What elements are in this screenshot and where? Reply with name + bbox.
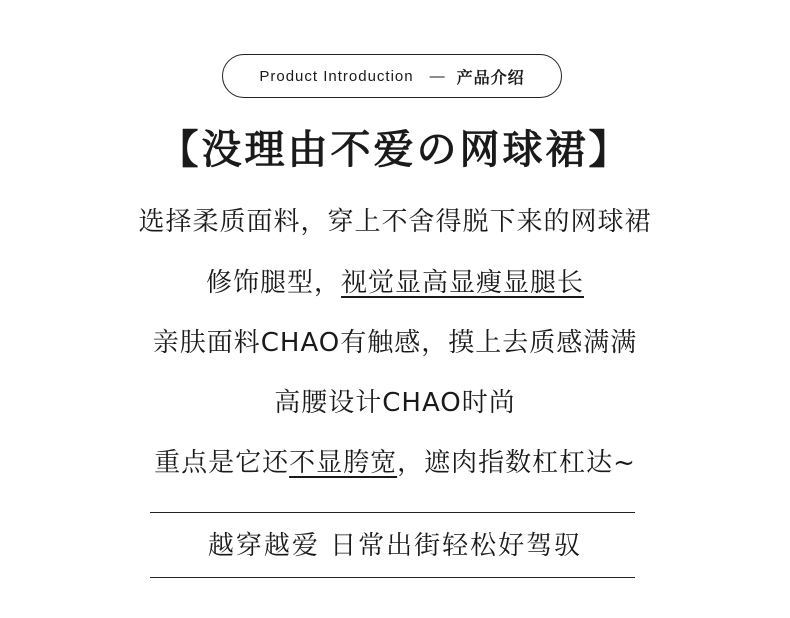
header-dash: — <box>429 67 445 85</box>
section-header-pill <box>222 54 562 98</box>
description-line-5 <box>0 445 790 481</box>
description-line-1 <box>0 204 790 240</box>
description-line-2 <box>0 265 790 301</box>
description-line-3-text: 亲肤面料CHAO有触感，摸上去质感满满 <box>152 328 638 358</box>
description-line-1-text: 选择柔质面料，穿上不舍得脱下来的网球裙 <box>138 207 652 237</box>
description-line-4 <box>0 385 790 421</box>
divider-bottom <box>150 577 635 578</box>
description-line-5-text-b: ，遮肉指数杠杠达~ <box>397 448 636 478</box>
description-line-5-text-a: 重点是它还 <box>154 448 290 478</box>
header-chinese-label: 产品介绍 <box>456 67 525 87</box>
page-title: 【没理由不爱の网球裙】 <box>158 127 632 173</box>
description-line-2-underlined: 视觉显高显瘦显腿长 <box>341 268 585 298</box>
bottom-slogan: 越穿越爱 日常出街轻松好驾驭 <box>207 531 583 561</box>
description-line-3 <box>0 325 790 361</box>
divider-top <box>150 512 635 513</box>
header-english-label: Product Introduction <box>259 67 414 85</box>
description-line-2-text: 修饰腿型， <box>205 268 341 298</box>
description-line-4-text: 高腰设计CHAO时尚 <box>274 388 516 418</box>
description-line-5-underlined: 不显胯宽 <box>289 448 398 478</box>
